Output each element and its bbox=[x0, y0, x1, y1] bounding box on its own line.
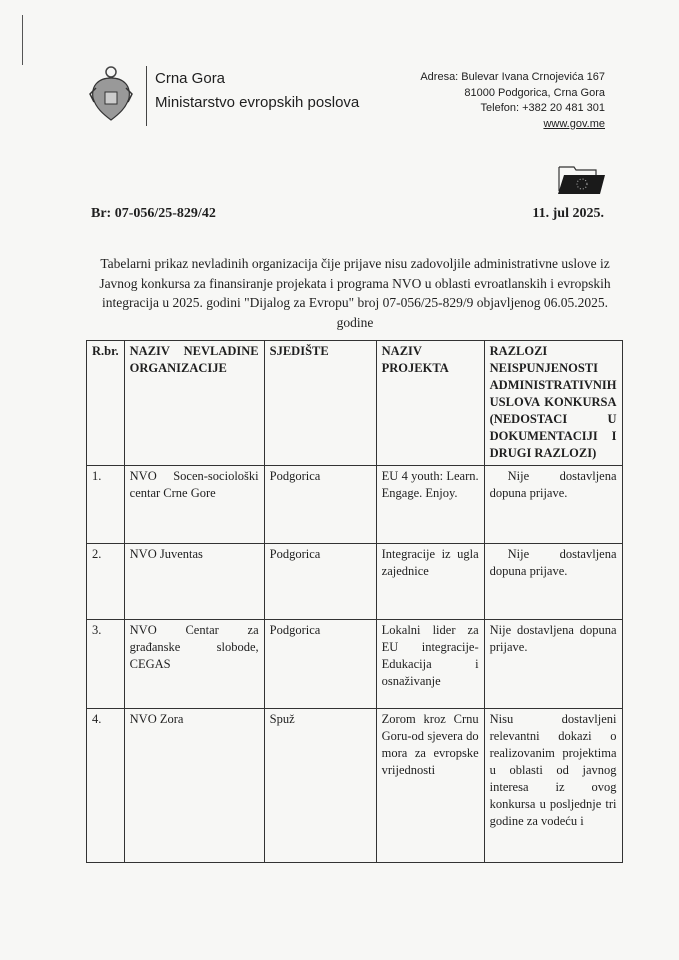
cell-reason: Nije dostavljena dopuna prijave. bbox=[484, 620, 622, 709]
coat-of-arms-icon bbox=[88, 64, 134, 124]
cell-no: 4. bbox=[87, 709, 125, 863]
table-header-row bbox=[87, 341, 623, 466]
cell-seat: Spuž bbox=[264, 709, 376, 863]
cell-no: 1. bbox=[87, 466, 125, 544]
letterhead-divider bbox=[146, 66, 147, 126]
cell-no: 3. bbox=[87, 620, 125, 709]
document-date: 11. jul 2025. bbox=[532, 206, 604, 221]
header-project: NAZIV PROJEKTA bbox=[376, 341, 484, 466]
cell-project: Lokalni lider za EU integracije-Edukacija i osnaživanje bbox=[376, 620, 484, 709]
eu-folder-icon bbox=[556, 163, 606, 195]
cell-seat: Podgorica bbox=[264, 544, 376, 620]
cell-reason: Nisu dostavljeni relevantni dokazi o realizovanim projektima u oblasti od javnog interesa iz ovog konkursa u posljednje tri godine za vodeću i bbox=[484, 709, 622, 863]
cell-seat: Podgorica bbox=[264, 466, 376, 544]
phone: Telefon: +382 20 481 301 bbox=[480, 102, 605, 114]
reference-number: Br: 07-056/25-829/42 bbox=[91, 206, 216, 221]
cell-no: 2. bbox=[87, 544, 125, 620]
address-line-1: Adresa: Bulevar Ivana Crnojevića 167 bbox=[420, 71, 605, 83]
table-row bbox=[87, 544, 623, 620]
cell-project: EU 4 youth: Learn. Engage. Enjoy. bbox=[376, 466, 484, 544]
cell-reason: Nije dostavljena dopuna prijave. bbox=[484, 544, 622, 620]
table-row bbox=[87, 466, 623, 544]
country-name: Crna Gora bbox=[155, 70, 226, 87]
document-title: Tabelarni prikaz nevladinih organizacija čije prijave nisu zadovoljile administrativne uslove iz Javnog konkursa za finansiranje projekata i programa NVO u oblasti evroatlanskih i evropskih integracija u 2025. godini "Dijalog za Evropu" broj 07-056/25-829/9 objavljenog 06.05.2025. godine bbox=[99, 256, 611, 330]
cell-reason: Nije dostavljena dopuna prijave. bbox=[484, 466, 622, 544]
table-row bbox=[87, 620, 623, 709]
scan-artifact-line bbox=[22, 15, 23, 65]
cell-organization: NVO Zora bbox=[124, 709, 264, 863]
header-reasons: RAZLOZI NEISPUNJENOSTI ADMINISTRATIVNIH USLOVA KONKURSA (NEDOSTACI U DOKUMENTACIJI I DRUGI RAZLOZI) bbox=[484, 341, 622, 466]
cell-seat: Podgorica bbox=[264, 620, 376, 709]
website-link[interactable]: www.gov.me bbox=[543, 117, 605, 130]
cell-project: Zorom kroz Crnu Goru-od sjevera do mora za evropske vrijednosti bbox=[376, 709, 484, 863]
cell-organization: NVO Socen-sociološki centar Crne Gore bbox=[124, 466, 264, 544]
table-row bbox=[87, 709, 623, 863]
header-organization: NAZIV NEVLADINE ORGANIZACIJE bbox=[124, 341, 264, 466]
cell-organization: NVO Centar za građanske slobode, CEGAS bbox=[124, 620, 264, 709]
ministry-name: Ministarstvo evropskih poslova bbox=[155, 94, 360, 111]
address-line-2: 81000 Podgorica, Crna Gora bbox=[464, 86, 605, 99]
rejected-applications-table bbox=[86, 340, 623, 863]
contact-block bbox=[420, 70, 605, 132]
cell-organization: NVO Juventas bbox=[124, 544, 264, 620]
header-no: R.br. bbox=[87, 341, 125, 466]
header-seat: SJEDIŠTE bbox=[264, 341, 376, 466]
cell-project: Integracije iz ugla zajednice bbox=[376, 544, 484, 620]
